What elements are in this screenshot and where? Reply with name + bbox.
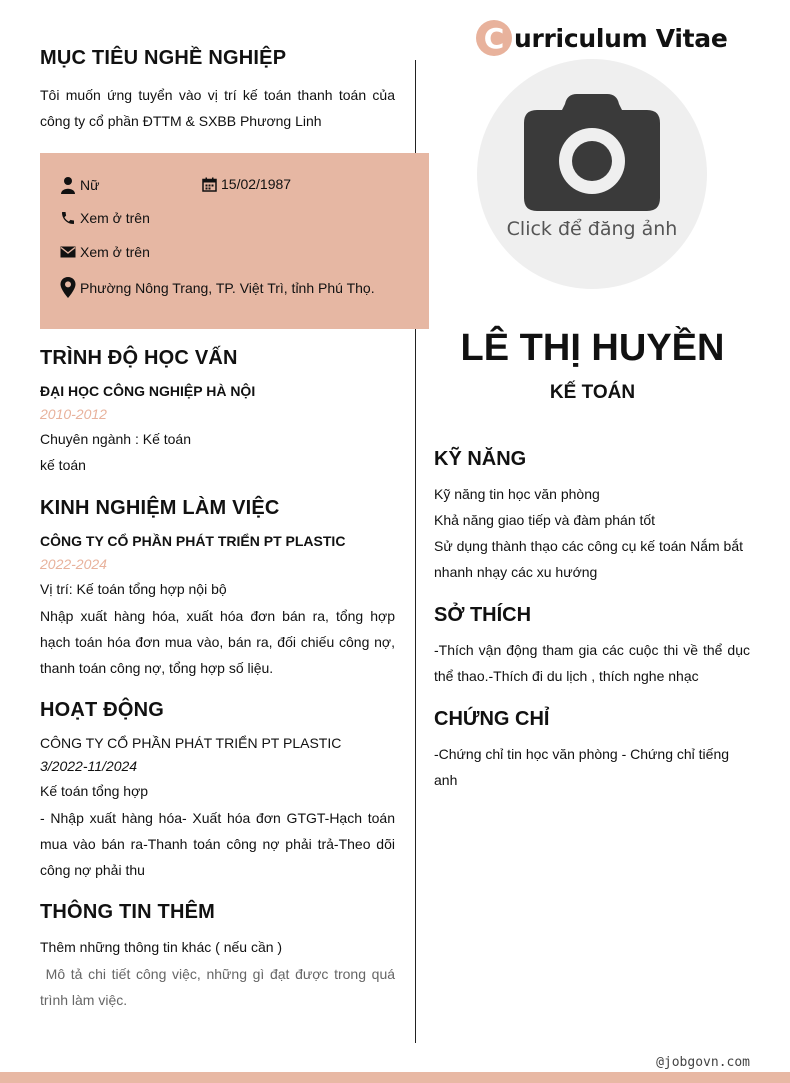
dob-value: 15/02/1987 [221, 176, 292, 192]
experience-description: Nhập xuất hàng hóa, xuất hóa đơn bán ra, tổng hợp hạch toán hóa đơn mua vào, bán ra, đối chiếu công nợ, thanh toán công nợ, tổng hợp số liệu. [40, 608, 395, 676]
candidate-name: LÊ THỊ HUYỀN [460, 327, 725, 369]
extra-title: THÔNG TIN THÊM [40, 901, 216, 923]
contact-dob [202, 176, 291, 192]
education-major: Chuyên ngành : Kế toán [40, 431, 192, 447]
education-school: ĐẠI HỌC CÔNG NGHIỆP HÀ NỘI [40, 383, 256, 399]
camera-icon [523, 92, 661, 212]
skills-title: KỸ NĂNG [434, 448, 527, 470]
skills-list [434, 481, 750, 585]
skill-item: Khả năng giao tiếp và đàm phán tốt [434, 512, 656, 528]
hobbies-title: SỞ THÍCH [434, 604, 532, 626]
cv-logo [476, 16, 728, 60]
cv-logo-letter: C [476, 20, 512, 56]
hobbies-text: -Thích vận động tham gia các cuộc thi về thể dục thể thao.-Thích đi du lịch , thích nghe nhạc [434, 642, 750, 684]
footer-watermark: @jobgovn.com [656, 1055, 750, 1070]
certificates-title: CHỨNG CHỈ [434, 708, 550, 730]
education-note: kế toán [40, 457, 86, 473]
activities-org: CÔNG TY CỔ PHẦN PHÁT TRIỂN PT PLASTIC [40, 735, 342, 751]
contact-phone [60, 210, 150, 226]
skill-item: Kỹ năng tin học văn phòng [434, 486, 600, 502]
location-icon [60, 277, 76, 298]
education-title: TRÌNH ĐỘ HỌC VẤN [40, 347, 238, 369]
bottom-accent-bar [0, 1072, 790, 1083]
person-icon [60, 176, 76, 194]
activities-role: Kế toán tổng hợp [40, 783, 149, 799]
skill-item: Sử dụng thành thạo các công cụ kế toán Nắm bắt nhanh nhạy các xu hướng [434, 538, 744, 580]
extra-line2: Mô tả chi tiết công việc, những gì đạt được trong quá trình làm việc. [40, 966, 399, 1008]
activities-title: HOẠT ĐỘNG [40, 699, 165, 721]
cv-logo-text: urriculum Vitae [514, 23, 728, 53]
objective-title: MỤC TIÊU NGHỀ NGHIỆP [40, 47, 287, 69]
job-title: KẾ TOÁN [549, 382, 636, 403]
contact-email [60, 244, 150, 260]
education-period: 2010-2012 [40, 406, 107, 422]
objective-text: Tôi muốn ứng tuyển vào vị trí kế toán thanh toán của công ty cổ phần ĐTTM & SXBB Phương Linh [40, 87, 395, 129]
activities-description: - Nhập xuất hàng hóa- Xuất hóa đơn GTGT-Hạch toán mua vào bán ra-Thanh toán công nợ phải trả-Theo dõi công nợ phải thu [40, 810, 395, 878]
calendar-icon [202, 177, 217, 192]
contact-gender [60, 176, 99, 194]
certificates-text: -Chứng chỉ tin học văn phòng - Chứng chỉ tiếng anh [434, 746, 730, 788]
gender-value: Nữ [80, 177, 100, 193]
email-value: Xem ở trên [80, 244, 150, 260]
contact-box [40, 153, 429, 329]
photo-upload-label: Click để đăng ảnh [506, 218, 678, 240]
activities-period: 3/2022-11/2024 [40, 758, 138, 774]
experience-company: CÔNG TY CỔ PHẦN PHÁT TRIỂN PT PLASTIC [40, 533, 346, 549]
phone-icon [60, 210, 76, 226]
address-value: Phường Nông Trang, TP. Việt Trì, tỉnh Phú Thọ. [80, 279, 375, 296]
phone-value: Xem ở trên [80, 210, 150, 226]
experience-period: 2022-2024 [40, 556, 107, 572]
photo-upload[interactable] [477, 59, 707, 289]
extra-line1: Thêm những thông tin khác ( nếu cần ) [40, 939, 283, 955]
experience-title: KINH NGHIỆM LÀM VIỆC [40, 497, 280, 519]
experience-position: Vị trí: Kế toán tổng hợp nội bộ [40, 581, 227, 597]
mail-icon [60, 245, 76, 259]
contact-address [60, 277, 375, 298]
